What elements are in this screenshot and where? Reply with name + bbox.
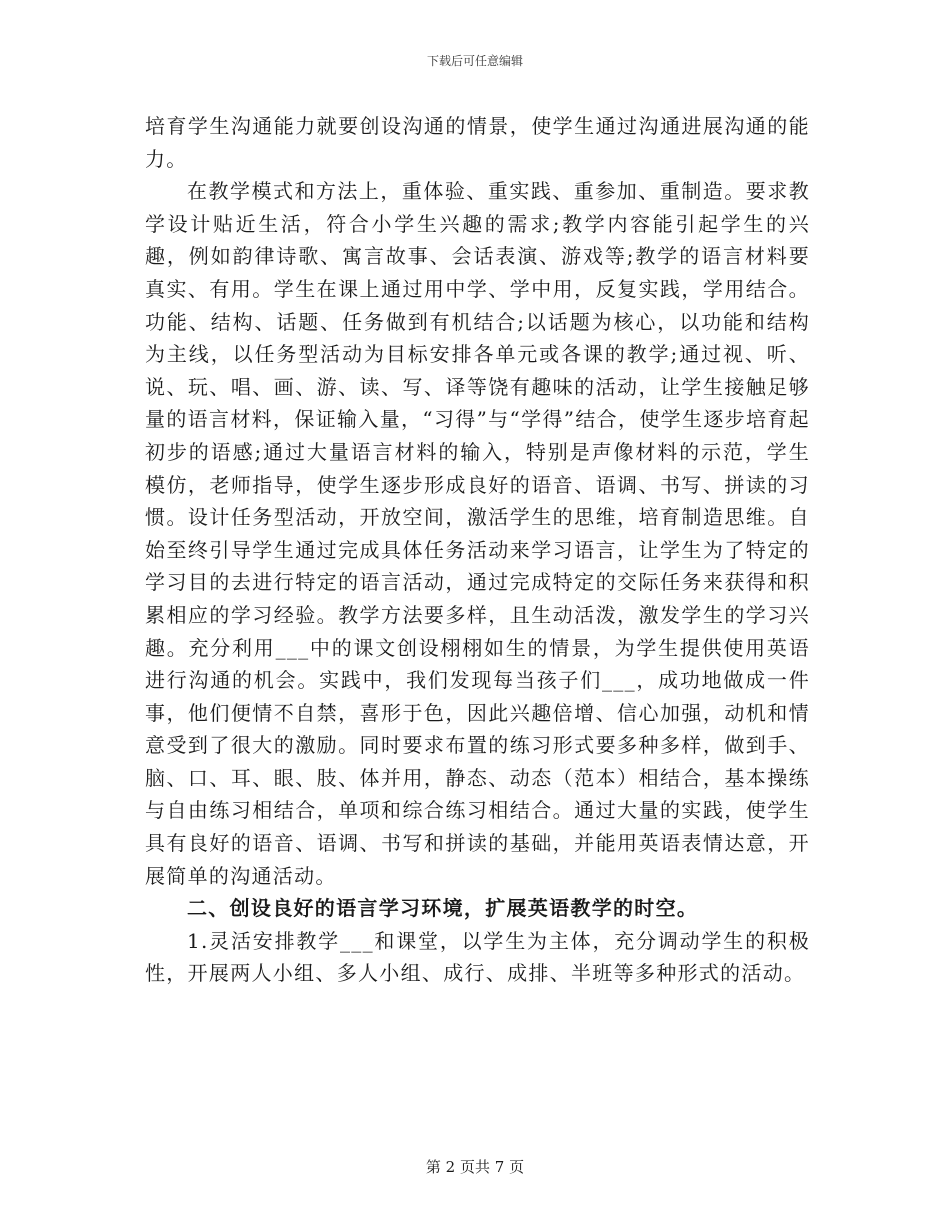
paragraph-1: 培育学生沟通能力就要创设沟通的情景，使学生通过沟通进展沟通的能力。 bbox=[145, 114, 810, 171]
document-body bbox=[145, 110, 810, 990]
page-number: 第 2 页共 7 页 bbox=[425, 1158, 525, 1176]
header-note: 下载后可任意编辑 bbox=[426, 54, 523, 68]
paragraph-3: 1.灵活安排教学___和课堂，以学生为主体，充分调动学生的积极性，开展两人小组、多人小组、成行、成排、半班等多种形式的活动。 bbox=[145, 928, 810, 986]
paragraph-2: 在教学模式和方法上，重体验、重实践、重参加、重制造。要求教学设计贴近生活，符合小学生兴趣的需求;教学内容能引起学生的兴趣，例如韵律诗歌、寓言故事、会话表演、游戏等;教学的语言材料要真实、有用。学生在课上通过用中学、学中用，反复实践，学用结合。功能、结构、话题、任务做到有机结合;以话题为核心，以功能和结构为主线，以任务型活动为目标安排各单元或各课的教学;通过视、听、说、玩、唱、画、游、读、写、译等饶有趣味的活动，让学生接触足够量的语言材料，保证输入量，“习得”与“学得”结合，使学生逐步培育起初步的语感;通过大量语言材料的输入，特别是声像材料的示范，学生模仿，老师指导，使学生逐步形成良好的语音、语调、书写、拼读的习惯。设计任务型活动，开放空间，激活学生的思维，培育制造思维。自始至终引导学生通过完成具体任务活动来学习语言，让学生为了特定的学习目的去进行特定的语言活动，通过完成特定的交际任务来获得和积累相应的学习经验。教学方法要多样，且生动活泼，激发学生的学习兴趣。充分利用___中的课文创设栩栩如生的情景，为学生提供使用英语进行沟通的机会。实践中，我们发现每当孩子们___，成功地做成一件事，他们便情不自禁，喜形于色，因此兴趣倍增、信心加强，动机和情意受到了很大的激励。同时要求布置的练习形式要多种多样，做到手、脑、口、耳、眼、肢、体并用，静态、动态（范本）相结合，基本操练与自由练习相结合，单项和综合练习相结合。通过大量的实践，使学生具有良好的语音、语调、书写和拼读的基础，并能用英语表情达意，开展简单的沟通活动。 bbox=[145, 179, 810, 888]
section-heading: 二、创设良好的语言学习环境，扩展英语教学的时空。 bbox=[187, 896, 699, 921]
